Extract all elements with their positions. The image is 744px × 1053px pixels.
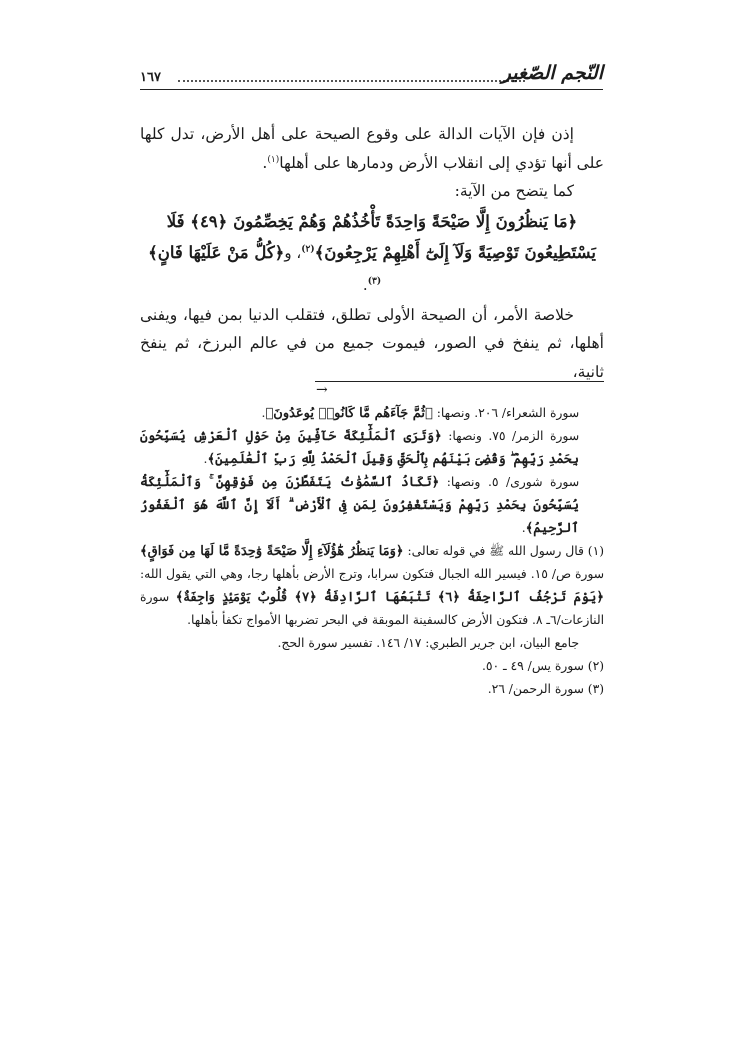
footnote-separator: [315, 381, 604, 382]
footnote-1-source: جامع البيان، ابن جرير الطبري: ١٧/ ١٤٦. تفسير سورة الحج.: [277, 636, 579, 650]
paragraph-3: خلاصة الأمر، أن الصيحة الأولى تطلق، فتقلب الدنيا بمن فيها، ويفنى أهلها، ثم ينفخ في الصور، فيموت جميع من في عالم البرزخ، ثم ينفخ ثانية،: [140, 305, 604, 381]
book-title-logo: النّجم الصّغير: [501, 62, 603, 84]
page-number: ١٦٧: [140, 70, 161, 85]
continuation-arrow-icon: →: [316, 382, 328, 398]
paragraph-2: كما يتضح من الآية:: [454, 182, 574, 200]
footnote-continued-2: سورة الزمر/ ٧٥. ونصها: ﴿وَتَرَى ٱلْمَلَٰٓئِكَةَ حَآفِّينَ مِنْ حَوْلِ ٱلْعَرْشِ يُسَبِّحُونَ بِحَمْدِ رَبِّهِمْ ۖ وَقُضِىَ بَيْنَهُم بِٱلْحَقِّ وَقِيلَ ٱلْحَمْدُ لِلَّهِ رَبِّ ٱلْعَٰلَمِينَ﴾.: [140, 429, 580, 467]
footnote-2: (٢) سورة يس/ ٤٩ ـ ٥٠.: [481, 659, 604, 673]
page-header: [140, 58, 603, 92]
footnotes: [140, 402, 604, 701]
footnote-1: (١) قال رسول الله ﷺ في قوله تعالى: ﴿وَمَا يَنظُرُ هَٰٓؤُلَآءِ إِلَّا صَيْحَةً وَٰحِدَةً مَّا لَهَا مِن فَوَاقٍ﴾ سورة ص/ ١٥. فيسير الله الجبال فتكون سرابا، وترج الأرض بأهلها رجا، وهي التي يقول الله: ﴿يَوْمَ تَرْجُفُ ٱلرَّاجِفَةُ ﴿٦﴾ تَتْبَعُهَا ٱلرَّادِفَةُ ﴿٧﴾ قُلُوبٌ يَوْمَئِذٍ وَاجِفَةٌ﴾ سورة النازعات/٦ـ ٨. فتكون الأرض كالسفينة الموبقة في البحر تضربها الأمواج تكفأ بأهلها.: [140, 544, 604, 627]
verse-rahman: ﴿كُلُّ مَنْ عَلَيْهَا فَانٍ﴾: [148, 242, 285, 262]
footnote-continued-3: سورة شورى/ ٥. ونصها: ﴿تَكَادُ ٱلسَّمَٰوَٰتُ يَتَفَطَّرْنَ مِن فَوْقِهِنَّ ۚ وَٱلْمَلَٰٓئِكَةُ يُسَبِّحُونَ بِحَمْدِ رَبِّهِمْ وَيَسْتَغْفِرُونَ لِمَن فِى ٱلْأَرْضِ ۗ أَلَآ إِنَّ ٱللَّهَ هُوَ ٱلْغَفُورُ ٱلرَّحِيمُ﴾.: [140, 475, 580, 536]
footnote-ref-3: (٣): [367, 276, 382, 286]
quran-verses: ﴿مَا يَنظُرُونَ إِلَّا صَيْحَةً وَاحِدَةً تَأْخُذُهُمْ وَهُمْ يَخِصِّمُونَ ﴿٤٩﴾ فَلَا يَسْتَطِيعُونَ تَوْصِيَةً وَلَآ إِلَىٰٓ أَهْلِهِمْ يَرْجِعُونَ﴾$^{(٢)}$، و﴿كُلُّ مَنْ عَلَيْهَا فَانٍ﴾$^{(٣)}$.: [148, 211, 596, 294]
header-dot-leader: [178, 80, 525, 82]
footnote-ref-2: (٢): [301, 244, 315, 254]
header-rule: [140, 89, 603, 90]
paragraph-1: إذن فإن الآيات الدالة على وقوع الصيحة على أهل الأرض، تدل كلها على أنها تؤدي إلى انقلاب الأرض ودمارها على أهلها$^{(١)}$.: [140, 125, 604, 172]
main-text: [140, 120, 604, 386]
footnote-continued-1: سورة الشعراء/ ٢٠٦. ونصها: ﴿ثُمَّ جَآءَهُم مَّا كَانُوا۟ يُوعَدُونَ﴾.: [261, 406, 579, 421]
verse-yasin: ﴿مَا يَنظُرُونَ إِلَّا صَيْحَةً وَاحِدَةً تَأْخُذُهُمْ وَهُمْ يَخِصِّمُونَ ﴿٤٩﴾ فَلَا يَسْتَطِيعُونَ تَوْصِيَةً وَلَآ إِلَىٰٓ أَهْلِهِمْ يَرْجِعُونَ﴾: [166, 211, 596, 262]
footnote-ref-1: (١): [267, 154, 280, 165]
footnote-3: (٣) سورة الرحمن/ ٢٦.: [487, 682, 604, 696]
